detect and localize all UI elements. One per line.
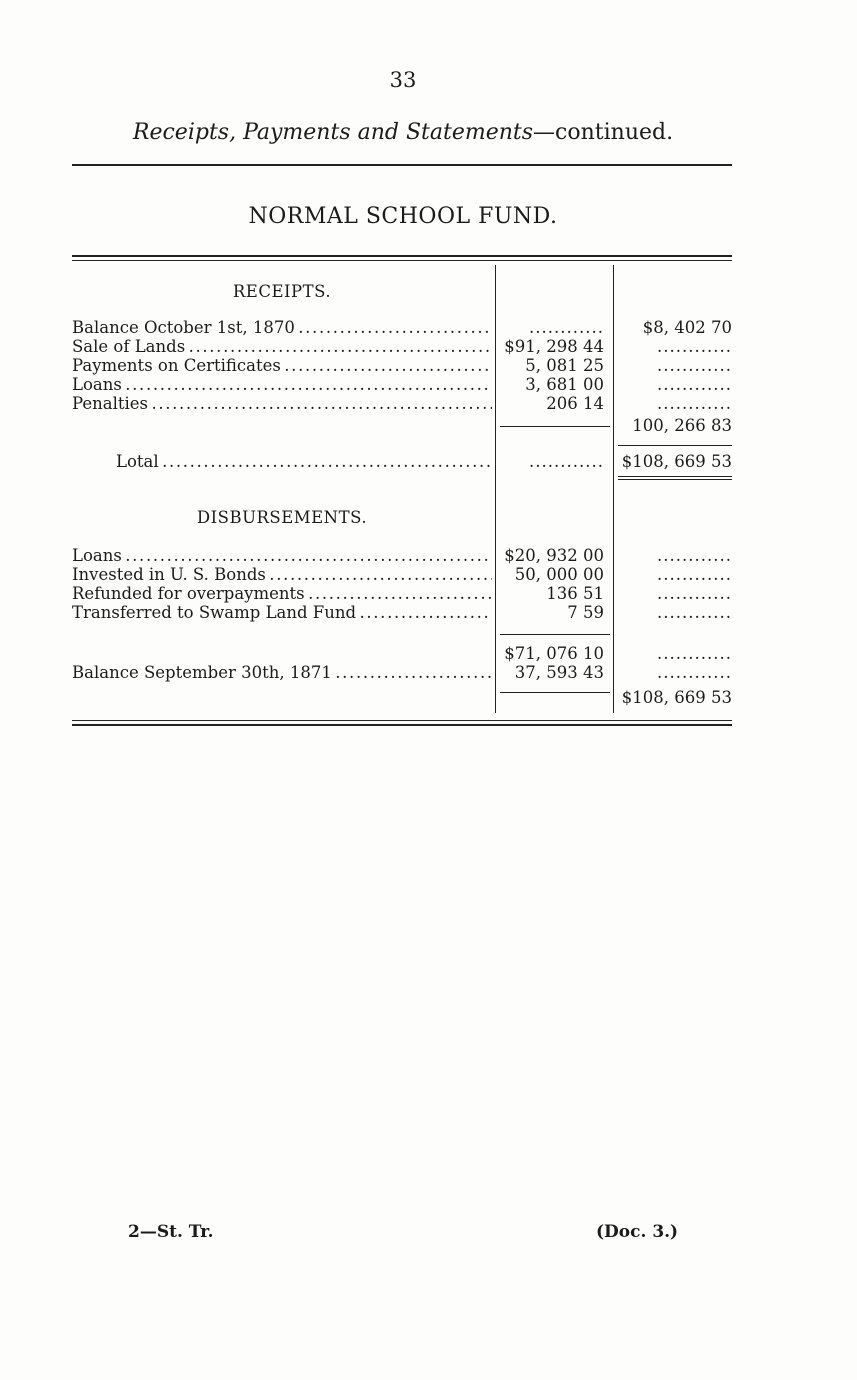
ledger-row	[72, 356, 732, 376]
footer-signature: 2—St. Tr.	[128, 1222, 214, 1242]
total-label: Lotal . . .	[116, 452, 492, 472]
table-bottom-rule-thin	[72, 720, 732, 721]
row-label: Loans . . .	[72, 375, 492, 395]
total-double-rule	[618, 476, 732, 480]
ledger-table	[72, 265, 732, 715]
row-total: ............	[657, 546, 732, 565]
disbursements-heading: DISBURSEMENTS.	[196, 508, 368, 527]
ledger-row	[72, 584, 732, 604]
page-number: 33	[389, 68, 417, 92]
row-amount: ............	[529, 318, 604, 337]
row-label: Balance October 1st, 1870 . . .	[72, 318, 492, 338]
table-bottom-rule	[72, 724, 732, 726]
balance-amount: 37, 593 43	[514, 663, 604, 682]
sum-rule	[618, 445, 732, 446]
ledger-row	[72, 546, 732, 566]
grand-total-row	[72, 688, 732, 708]
row-total: ............	[657, 603, 732, 622]
running-head	[0, 120, 806, 145]
row-label: Payments on Certificates . . .	[72, 356, 492, 376]
row-total: $8, 402 70	[642, 318, 732, 337]
ledger-row	[72, 375, 732, 395]
row-amount: 136 51	[546, 584, 604, 603]
ledger-row	[72, 337, 732, 357]
ledger-row	[72, 318, 732, 338]
ledger-row	[72, 394, 732, 414]
grand-total: $108, 669 53	[621, 688, 732, 707]
running-head-italic: Receipts, Payments and Statements	[132, 120, 534, 145]
table-top-rule	[72, 255, 732, 257]
row-total: ............	[657, 337, 732, 356]
row-label: Transferred to Swamp Land Fund . . .	[72, 603, 492, 623]
row-amount: 50, 000 00	[514, 565, 604, 584]
total-value: $108, 669 53	[621, 452, 732, 471]
row-total: ............	[657, 356, 732, 375]
receipts-subtotal: 100, 266 83	[632, 416, 732, 435]
row-label: Penalties . . .	[72, 394, 492, 414]
row-amount: $91, 298 44	[504, 337, 604, 356]
row-total: ............	[657, 644, 732, 663]
row-amount: 5, 081 25	[525, 356, 604, 375]
section-title: NORMAL SCHOOL FUND.	[248, 204, 558, 229]
row-amount: 3, 681 00	[525, 375, 604, 394]
ledger-row	[72, 644, 732, 664]
row-label: Sale of Lands . . .	[72, 337, 492, 357]
header-rule	[72, 164, 732, 166]
row-label: Refunded for overpayments . . .	[72, 584, 492, 604]
row-label: Invested in U. S. Bonds . . .	[72, 565, 492, 585]
row-total: ............	[657, 565, 732, 584]
total-row	[72, 452, 732, 472]
row-amount: $20, 932 00	[504, 546, 604, 565]
row-total: ............	[657, 375, 732, 394]
ledger-row	[72, 603, 732, 623]
ledger-row	[72, 416, 732, 436]
ledger-row	[72, 565, 732, 585]
balance-label: Balance September 30th, 1871 . . .	[72, 663, 492, 683]
total-amount: ............	[529, 452, 604, 471]
balance-total: ............	[657, 663, 732, 682]
row-amount: 7 59	[567, 603, 604, 622]
disbursements-sum: $71, 076 10	[504, 644, 604, 663]
row-label: Loans . . .	[72, 546, 492, 566]
balance-row	[72, 663, 732, 683]
footer-doc-number: (Doc. 3.)	[596, 1222, 679, 1242]
row-total: ............	[657, 394, 732, 413]
receipts-heading: RECEIPTS.	[232, 282, 332, 301]
row-amount: 206 14	[546, 394, 604, 413]
sum-rule	[500, 634, 610, 635]
row-total: ............	[657, 584, 732, 603]
running-head-rest: —continued.	[533, 120, 674, 145]
table-top-rule-thin	[72, 260, 732, 261]
